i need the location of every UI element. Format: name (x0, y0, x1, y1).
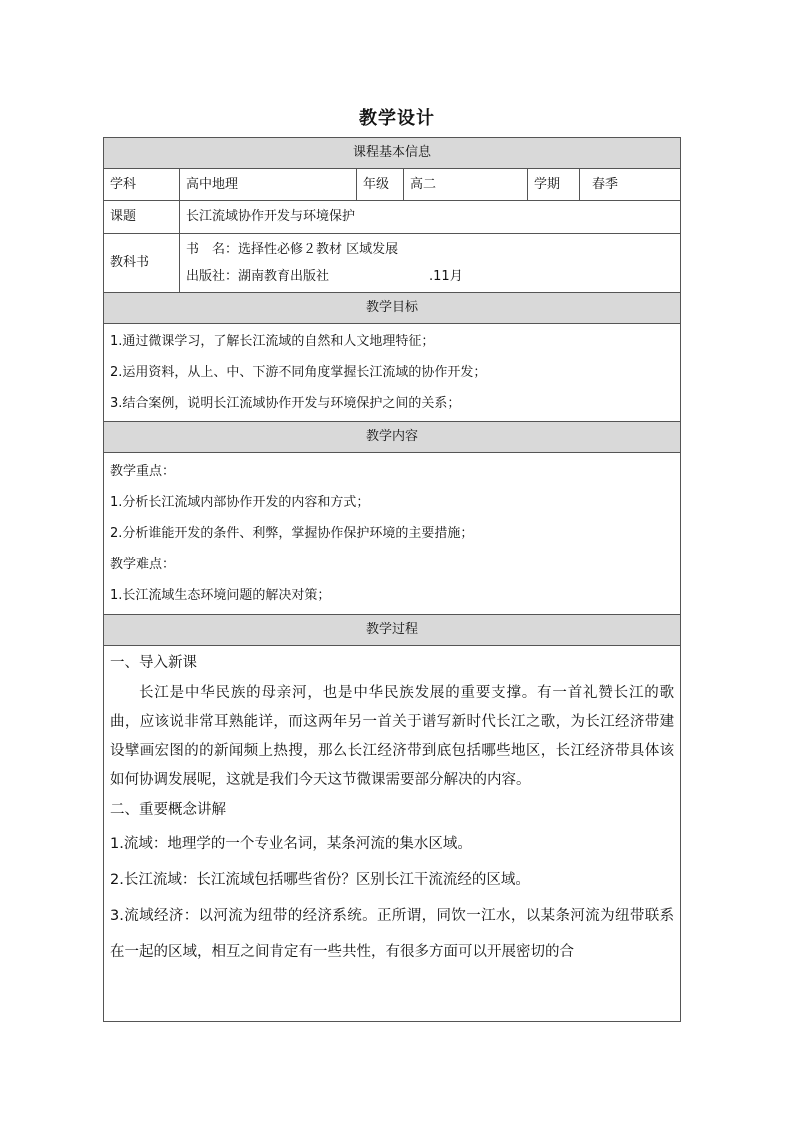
term-label: 学期 (528, 169, 580, 201)
difficulty-item: 1.长江流域生态环境问题的解决对策； (110, 588, 331, 603)
content-cell (104, 453, 681, 615)
textbook-name: 书 名：选择性必修２教材 区域发展 (186, 242, 399, 257)
grade-value: 高二 (404, 169, 528, 201)
objectives-cell (104, 324, 681, 422)
key-point-item: 2.分析谁能开发的条件、利弊，掌握协作保护环境的主要措施； (110, 526, 474, 541)
topic-row (104, 201, 681, 234)
concept-item: 2.长江流域：长江流域包括哪些省份？区别长江干流流经的区域。 (110, 872, 530, 888)
process-intro-paragraph: 长江是中华民族的母亲河，也是中华民族发展的重要支撑。有一首礼赞长江的歌曲，应该说非常耳熟能详，而这两年另一首关于谱写新时代长江之歌，为长江经济带建设擘画宏图的的新闻频上热搜，那么长江经济带到底包括哪些地区，长江经济带具体该如何协调发展呢，这就是我们今天这节微课需要部分解决的内容。 (110, 685, 675, 788)
section-header-content: 教学内容 (104, 422, 681, 453)
info-row (104, 169, 681, 201)
objective-item: 3.结合案例，说明长江流域协作开发与环境保护之间的关系； (110, 396, 461, 411)
process-row (104, 646, 681, 1022)
textbook-info (180, 234, 681, 293)
concept-item: 3.流域经济：以河流为纽带的经济系统。正所谓，同饮一江水，以某条河流为纽带联系在一起的区域，相互之间肯定有一些共性，有很多方面可以开展密切的合 (110, 908, 675, 960)
key-point-item: 1.分析长江流域内部协作开发的内容和方式； (110, 495, 370, 510)
term-value: 春季 (580, 169, 681, 201)
grade-label: 年级 (357, 169, 404, 201)
process-heading-intro: 一、导入新课 (110, 655, 197, 671)
content-row (104, 453, 681, 615)
concept-item: 1.流域：地理学的一个专业名词，某条河流的集水区域。 (110, 836, 472, 852)
section-header-process: 教学过程 (104, 615, 681, 646)
section-header-basic-info: 课程基本信息 (104, 138, 681, 169)
section-header-objectives: 教学目标 (104, 293, 681, 324)
topic-value: 长江流域协作开发与环境保护 (180, 201, 681, 234)
difficulties-label: 教学难点： (110, 557, 176, 572)
textbook-publisher: 出版社：湖南教育出版社 (186, 269, 330, 284)
objective-item: 1.通过微课学习，了解长江流域的自然和人文地理特征； (110, 334, 435, 349)
objectives-row (104, 324, 681, 422)
textbook-row (104, 234, 681, 293)
key-points-label: 教学重点： (110, 464, 176, 479)
textbook-publisher-line (186, 263, 674, 290)
process-heading-concepts: 二、重要概念讲解 (110, 802, 226, 818)
objective-item: 2.运用资料，从上、中、下游不同角度掌握长江流域的协作开发； (110, 365, 487, 380)
lesson-plan-table (103, 137, 681, 1022)
document-title: 教学设计 (359, 108, 435, 129)
textbook-date: .11月 (429, 269, 463, 284)
subject-value: 高中地理 (180, 169, 357, 201)
topic-label: 课题 (104, 201, 180, 234)
process-cell (104, 646, 681, 1022)
subject-label: 学科 (104, 169, 180, 201)
textbook-label: 教科书 (104, 234, 180, 293)
